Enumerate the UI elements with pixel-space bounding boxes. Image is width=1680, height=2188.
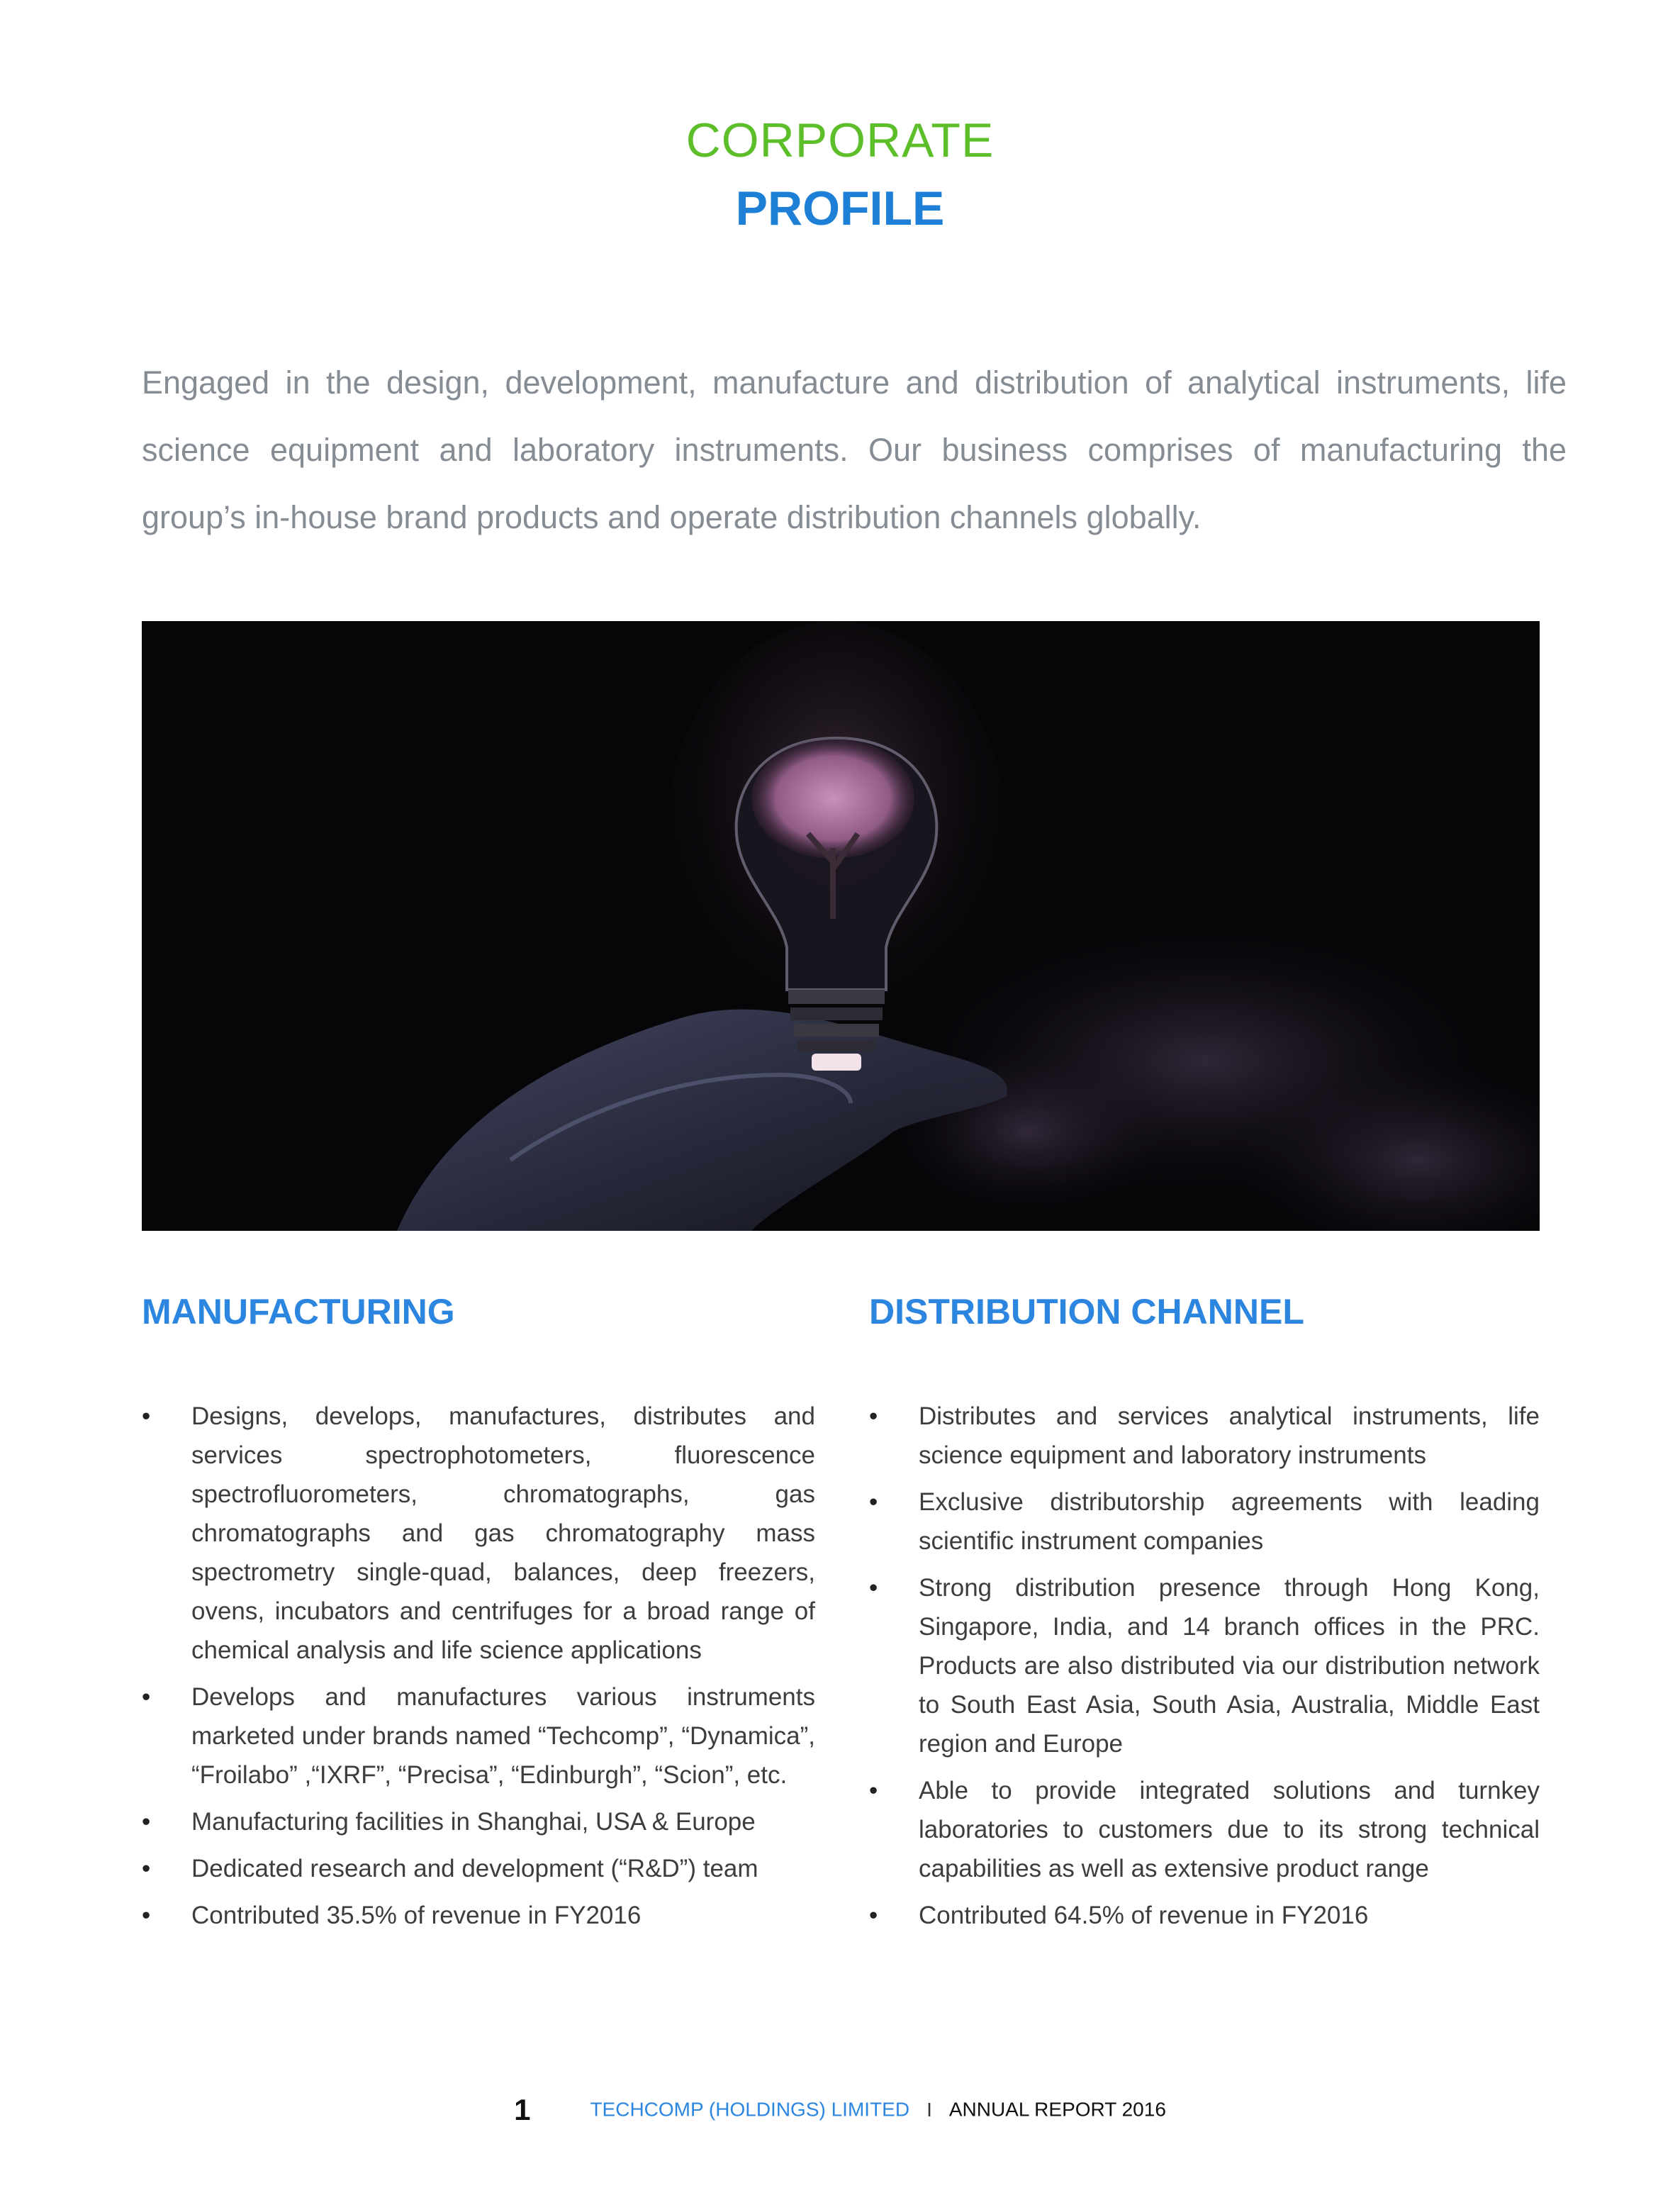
bullet-icon: • [869,1574,878,1602]
list-item: • Exclusive distributorship agreements with leading scientific instrument companies [869,1483,1540,1561]
bullet-icon: • [142,1808,151,1836]
bullet-icon: • [142,1855,151,1882]
distribution-section [869,1283,1540,1943]
bullet-icon: • [869,1777,878,1804]
manufacturing-list [142,1397,815,1935]
bullet-icon: • [869,1402,878,1430]
list-item: • Dedicated research and development (“R&D”) team [142,1849,815,1888]
bullet-icon: • [142,1402,151,1430]
lightbulb-with-tree-over-hand-icon [142,621,1540,1231]
list-item: • Designs, develops, manufactures, distributes and services spectrophotometers, fluorescence spectrofluorometers, chromatographs, gas chromatographs and gas chromatography mass spectrometry single-quad, balances, deep freezers, ovens, incubators and centrifuges for a broad range of chemical analysis and life science applications [142,1397,815,1670]
bullet-icon: • [869,1902,878,1929]
list-item: • Able to provide integrated solutions and turnkey laboratories to customers due to its strong technical capabilities as well as extensive product range [869,1771,1540,1888]
page-footer [0,2092,1680,2127]
manufacturing-section [142,1283,815,1943]
list-item: • Develops and manufactures various instruments marketed under brands named “Techcomp”, “Dynamica”, “Froilabo” ,“IXRF”, “Precisa”, “Edinburgh”, “Scion”, etc. [142,1678,815,1795]
footer-separator: I [926,2098,932,2121]
list-item: • Manufacturing facilities in Shanghai, USA & Europe [142,1802,815,1841]
bullet-icon: • [869,1488,878,1516]
list-item: • Distributes and services analytical instruments, life science equipment and laboratory instruments [869,1397,1540,1475]
list-item: • Contributed 35.5% of revenue in FY2016 [142,1896,815,1935]
title-corporate: CORPORATE [685,113,995,167]
bullet-icon: • [142,1902,151,1929]
manufacturing-heading: MANUFACTURING [142,1292,455,1332]
title-profile: PROFILE [735,182,945,235]
page-number: 1 [514,2092,531,2126]
distribution-list [869,1397,1540,1935]
hero-image [142,621,1540,1231]
list-item: • Strong distribution presence through Hong Kong, Singapore, India, and 14 branch offices in the PRC. Products are also distributed via our distribution network to South East Asia, South Asia, Australia, Middle East region and Europe [869,1568,1540,1763]
intro-paragraph: Engaged in the design, development, manufacture and distribution of analytical instruments, life science equipment and laboratory instruments. Our business comprises of manufacturing the group’s in-house brand products and operate distribution channels globally. [142,364,1567,535]
footer-report: ANNUAL REPORT 2016 [948,2098,1166,2121]
list-item: • Contributed 64.5% of revenue in FY2016 [869,1896,1540,1935]
page-title [0,106,1680,242]
distribution-heading: DISTRIBUTION CHANNEL [869,1292,1304,1332]
bullet-icon: • [142,1683,151,1711]
footer-company: TECHCOMP (HOLDINGS) LIMITED [590,2098,910,2121]
